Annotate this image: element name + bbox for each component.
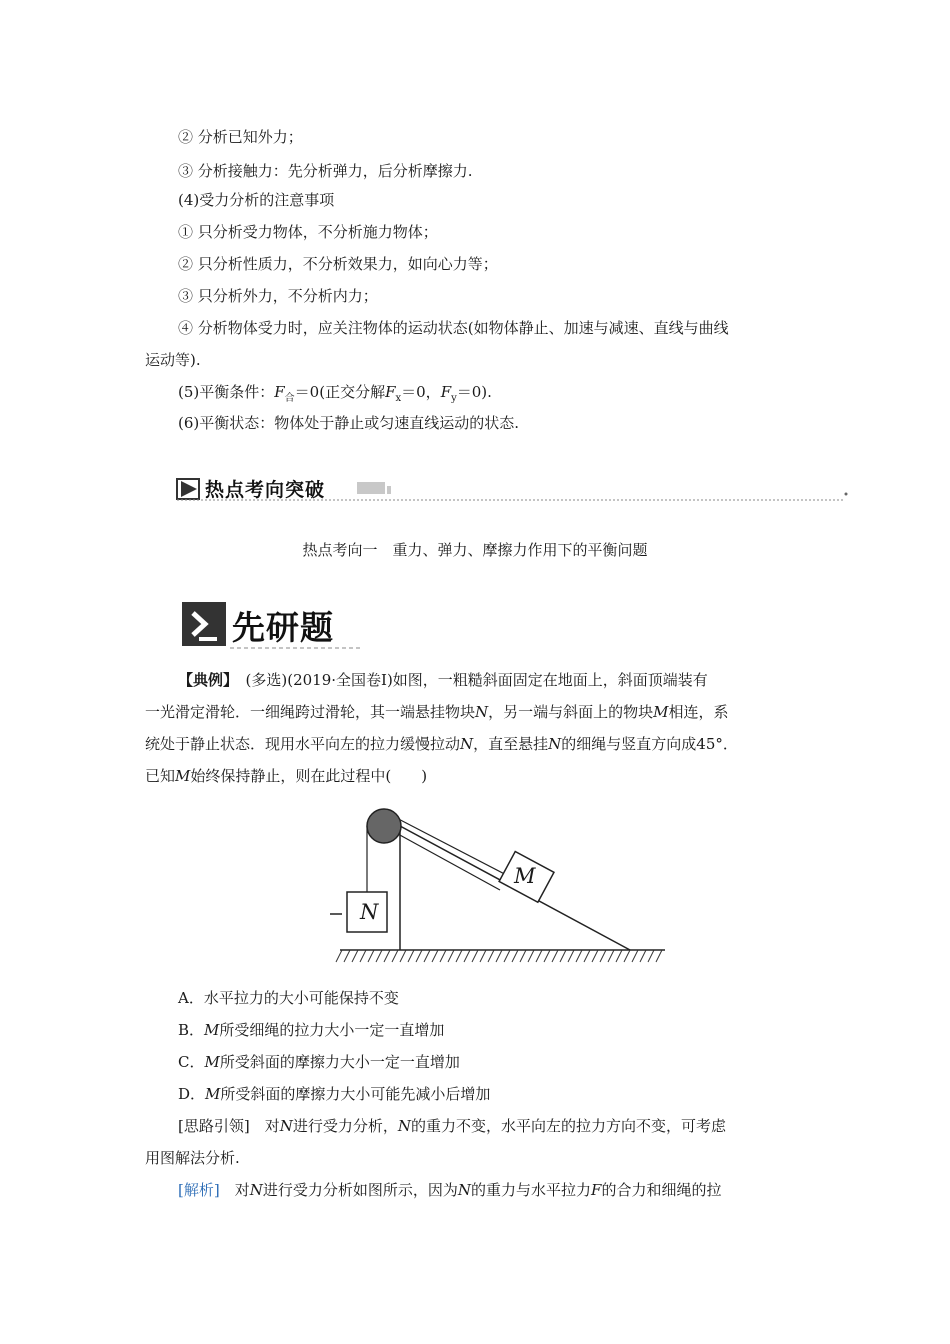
text-line: ① 只分析受力物体，不分析施力物体； [178, 223, 438, 241]
text-line: (6)平衡状态：物体处于静止或匀速直线运动的状态. [178, 414, 520, 432]
text-line: 运动等). [145, 351, 201, 369]
text-line: ③ 只分析外力，不分析内力； [178, 287, 378, 305]
option-b: B．M所受细绳的拉力大小一定一直增加 [178, 1021, 445, 1039]
banner-title: 热点考向突破 [205, 479, 326, 501]
text-line: ② 只分析性质力，不分析效果力，如向心力等； [178, 255, 498, 273]
text-line: ③ 分析接触力：先分析弹力，后分析摩擦力. [178, 162, 473, 180]
text-line: ② 分析已知外力； [178, 128, 303, 146]
hot-topic-banner [175, 474, 850, 502]
pre-study-badge [182, 600, 362, 652]
example-line: 一光滑定滑轮．一细绳跨过滑轮，其一端悬挂物块N，另一端与斜面上的物块M相连，系 [145, 703, 729, 721]
analysis-line: [解析] 对N进行受力分析如图所示，因为N的重力与水平拉力F的合力和细绳的拉 [178, 1181, 722, 1199]
option-a: A．水平拉力的大小可能保持不变 [178, 989, 399, 1007]
hint-line: [思路引领] 对N进行受力分析，N的重力不变，水平向左的拉力方向不变，可考虑 [178, 1117, 727, 1135]
text-line: ④ 分析物体受力时，应关注物体的运动状态(如物体静止、加速与减速、直线与曲线 [178, 319, 729, 337]
block-m-label: M [514, 864, 536, 888]
option-d: D．M所受斜面的摩擦力大小可能先减小后增加 [178, 1085, 491, 1103]
example-line: 统处于静止状态．现用水平向左的拉力缓慢拉动N，直至悬挂N的细绳与竖直方向成45°． [145, 735, 738, 753]
option-c: C．M所受斜面的摩擦力大小一定一直增加 [178, 1053, 460, 1071]
block-n-label: N [360, 900, 379, 924]
badge-title: 先研题 [232, 608, 334, 647]
figure-drawing [330, 798, 670, 970]
incline-pulley-figure [330, 798, 670, 970]
equilibrium-condition: (5)平衡条件：$F_合=0$(正交分解$F_x=0$，$F_y=0$). [178, 383, 492, 404]
hint-line: 用图解法分析. [145, 1149, 240, 1167]
example-line: 已知M始终保持静止，则在此过程中( ) [145, 767, 428, 785]
section-title: 热点考向一 重力、弹力、摩擦力作用下的平衡问题 [302, 541, 648, 559]
text-line: (4)受力分析的注意事项 [178, 191, 335, 209]
example-line: 【典例】 (多选)(2019·全国卷Ⅰ)如图，一粗糙斜面固定在地面上，斜面顶端装有 [178, 671, 708, 689]
